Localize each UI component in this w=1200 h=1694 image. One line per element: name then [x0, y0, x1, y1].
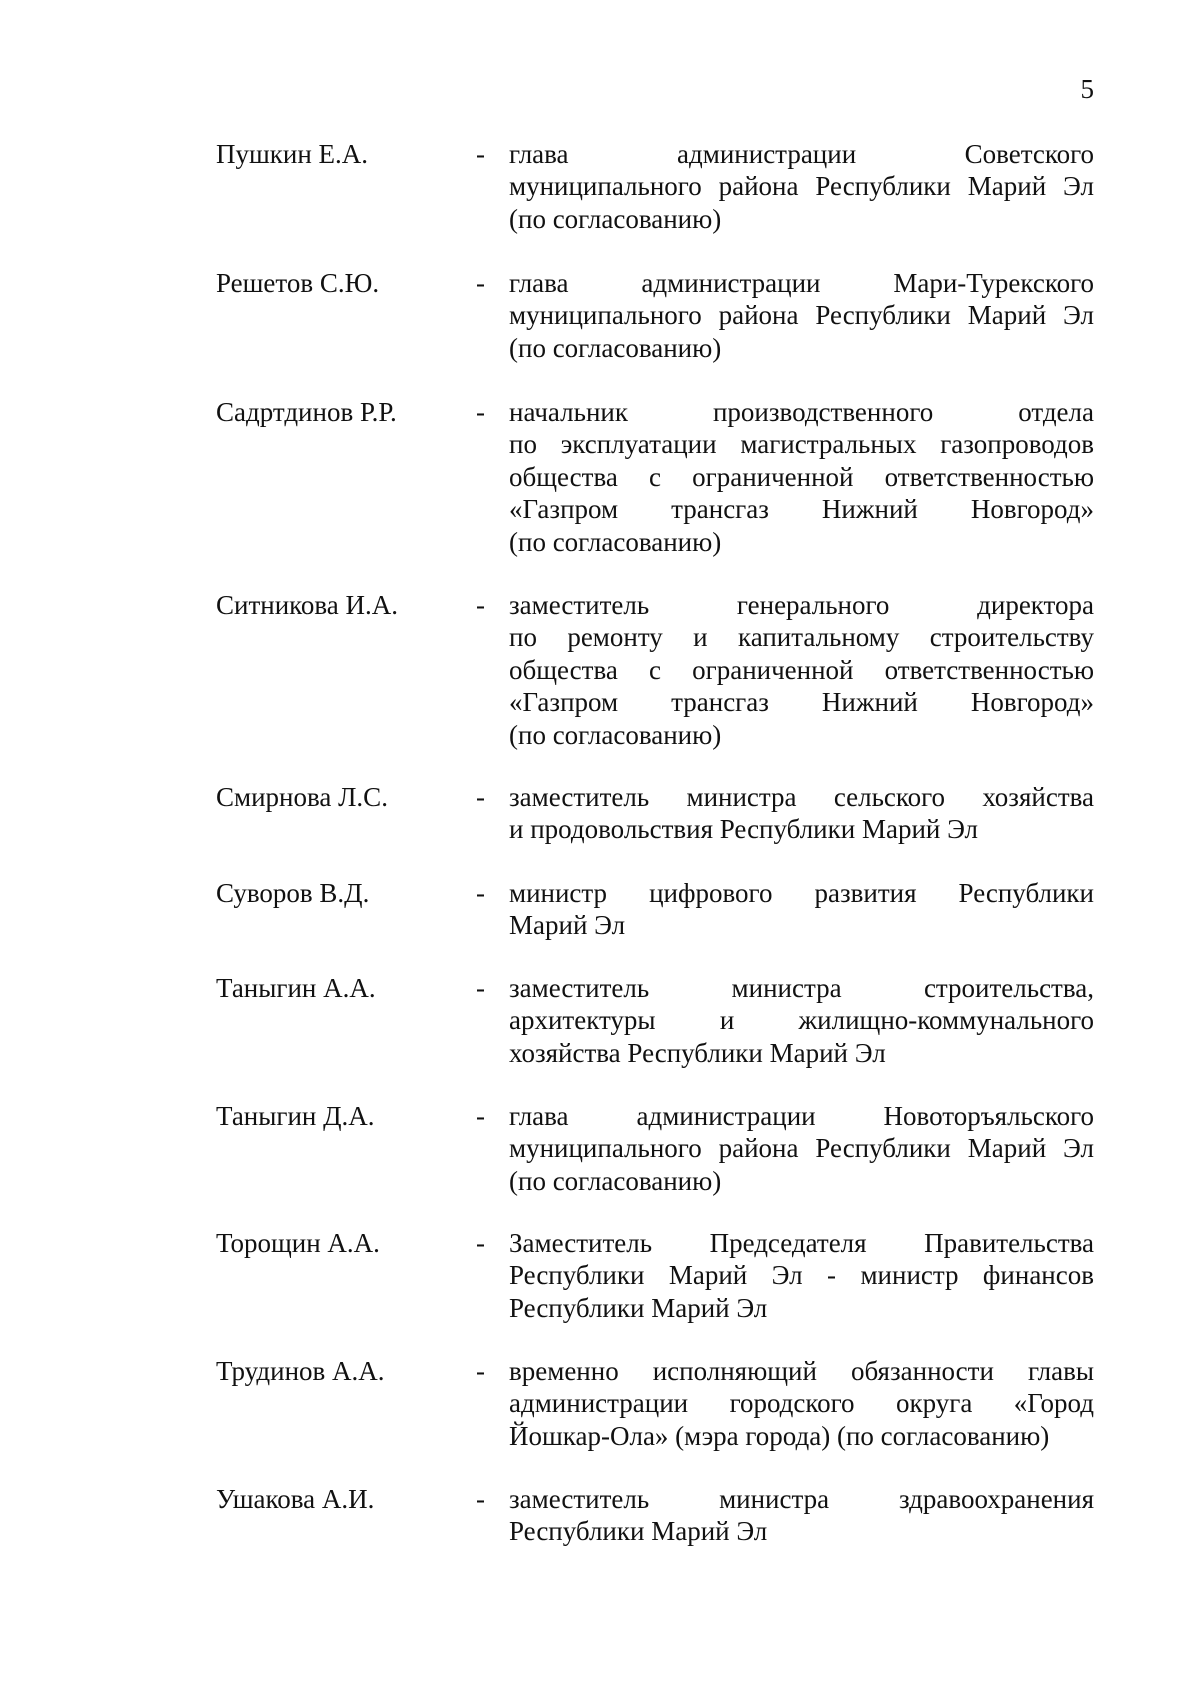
position-description	[509, 1100, 1094, 1197]
position-description	[509, 877, 1094, 942]
description-line: «Газпром трансгаз Нижний Новгород»	[509, 687, 1094, 718]
dash-separator: -	[476, 268, 485, 298]
dash-separator: -	[476, 1228, 485, 1258]
position-description	[509, 1227, 1094, 1324]
description-line: (по согласованию)	[509, 1165, 722, 1196]
description-line: Республики Марий Эл - министр финансов	[509, 1260, 1094, 1291]
dash-separator: -	[476, 1356, 485, 1386]
description-line: (по согласованию)	[509, 526, 722, 557]
description-line: Республики Марий Эл	[509, 1292, 768, 1323]
person-name: Трудинов А.А.	[216, 1356, 385, 1386]
person-name: Смирнова Л.С.	[216, 782, 388, 812]
description-line: Марий Эл	[509, 910, 626, 941]
description-line: заместитель министра здравоохранения	[509, 1484, 1094, 1514]
person-name: Торощин А.А.	[216, 1228, 380, 1258]
description-line: по эксплуатации магистральных газопроводов	[509, 429, 1094, 460]
description-line: общества с ограниченной ответственностью	[509, 461, 1094, 492]
dash-separator: -	[476, 397, 485, 427]
description-line: (по согласованию)	[509, 719, 722, 750]
description-line: Йошкар-Ола» (мэра города) (по согласованию)	[509, 1420, 1050, 1451]
position-description	[509, 972, 1094, 1069]
description-line: администрации городского округа «Город	[509, 1388, 1094, 1419]
description-line: глава администрации Советского	[509, 139, 1094, 169]
position-description	[509, 589, 1094, 751]
description-line: муниципального района Республики Марий Эл	[509, 300, 1094, 331]
description-line: глава администрации Мари-Турекского	[509, 268, 1094, 298]
description-line: начальник производственного отдела	[509, 397, 1094, 427]
description-line: «Газпром трансгаз Нижний Новгород»	[509, 494, 1094, 525]
description-line: заместитель министра строительства,	[509, 973, 1094, 1003]
person-name: Таныгин А.А.	[216, 973, 376, 1003]
position-description	[509, 267, 1094, 364]
dash-separator: -	[476, 590, 485, 620]
position-description	[509, 1483, 1094, 1548]
description-line: глава администрации Новоторъяльского	[509, 1101, 1094, 1131]
description-line: по ремонту и капитальному строительству	[509, 622, 1094, 653]
description-line: Республики Марий Эл	[509, 1516, 768, 1547]
description-line: (по согласованию)	[509, 203, 722, 234]
description-line: общества с ограниченной ответственностью	[509, 654, 1094, 685]
person-name: Суворов В.Д.	[216, 878, 370, 908]
position-description	[509, 138, 1094, 235]
description-line: министр цифрового развития Республики	[509, 878, 1094, 908]
person-name: Таныгин Д.А.	[216, 1101, 375, 1131]
description-line: (по согласованию)	[509, 332, 722, 363]
description-line: муниципального района Республики Марий Эл	[509, 171, 1094, 202]
person-name: Ситникова И.А.	[216, 590, 399, 620]
description-line: заместитель генерального директора	[509, 590, 1094, 620]
description-line: и продовольствия Республики Марий Эл	[509, 814, 979, 845]
person-name: Ушакова А.И.	[216, 1484, 375, 1514]
dash-separator: -	[476, 1101, 485, 1131]
position-description	[509, 781, 1094, 846]
description-line: временно исполняющий обязанности главы	[509, 1356, 1094, 1386]
position-description	[509, 1355, 1094, 1452]
person-name: Решетов С.Ю.	[216, 268, 380, 298]
description-line: заместитель министра сельского хозяйства	[509, 782, 1094, 812]
dash-separator: -	[476, 782, 485, 812]
description-line: муниципального района Республики Марий Эл	[509, 1133, 1094, 1164]
person-name: Садртдинов Р.Р.	[216, 397, 397, 427]
position-description	[509, 396, 1094, 558]
dash-separator: -	[476, 139, 485, 169]
page-number: 5	[1080, 74, 1094, 104]
description-line: хозяйства Республики Марий Эл	[509, 1037, 886, 1068]
person-name: Пушкин Е.А.	[216, 139, 369, 169]
dash-separator: -	[476, 878, 485, 908]
description-line: Заместитель Председателя Правительства	[509, 1228, 1094, 1258]
dash-separator: -	[476, 973, 485, 1003]
description-line: архитектуры и жилищно-коммунального	[509, 1005, 1094, 1036]
dash-separator: -	[476, 1484, 485, 1514]
